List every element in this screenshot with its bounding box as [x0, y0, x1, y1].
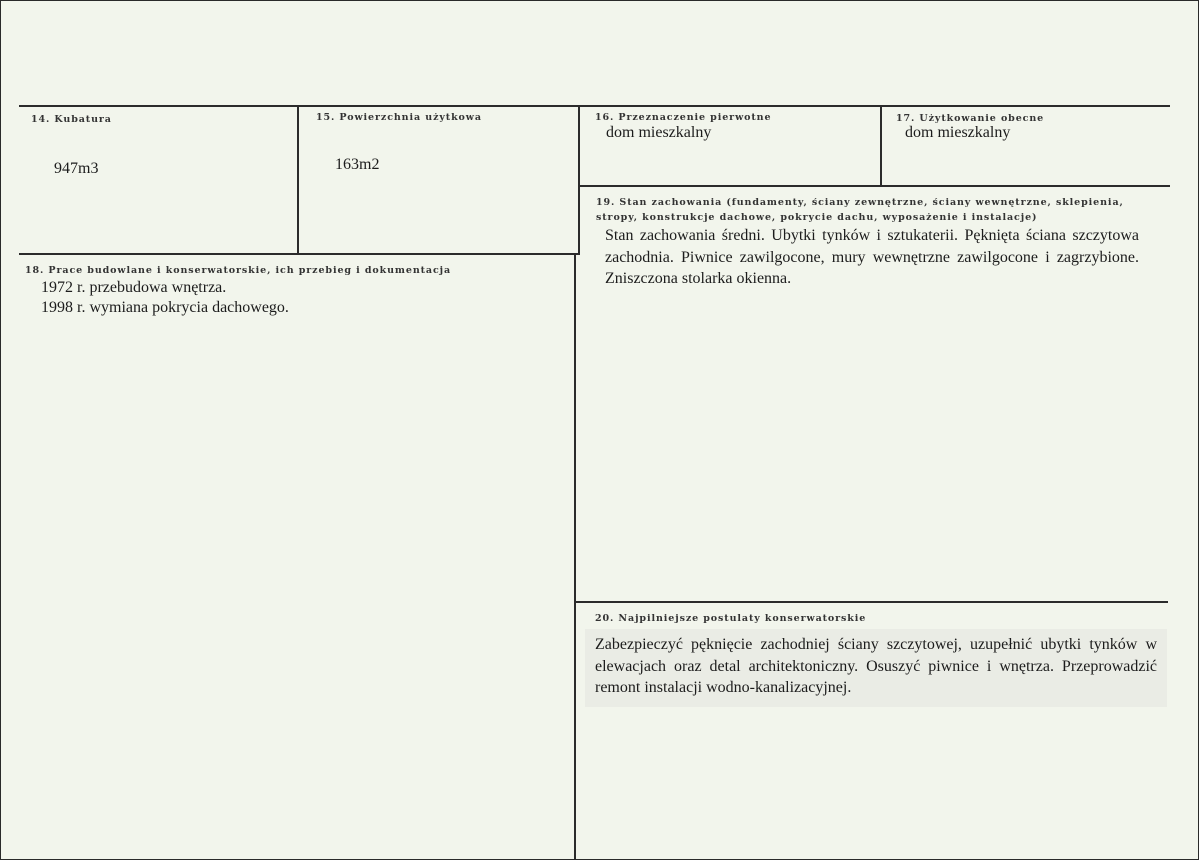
divider-left-right [578, 105, 580, 255]
prace-list [41, 278, 289, 318]
rule-above-19 [580, 185, 1170, 187]
top-rule [19, 105, 1170, 107]
przeznaczenie-value: dom mieszkalny [606, 124, 712, 141]
prace-item-1: 1972 r. przebudowa wnętrza. [41, 279, 227, 296]
rule-above-18 [19, 253, 579, 255]
powierzchnia-value: 163m2 [335, 156, 380, 173]
divider-16-17 [880, 105, 882, 185]
przeznaczenie-label: 16. Przeznaczenie pierwotne [595, 112, 772, 123]
stan-value: Stan zachowania średni. Ubytki tynków i sztukaterii. Pęknięta ściana szczytowa zachodnia. Piwnice zawilgocone, mury wewnętrzne zawilgocone i zagrzybione. Zniszczona stolarka okienna. [605, 227, 1139, 287]
postulaty-value: Zabezpieczyć pęknięcie zachodniej ściany szczytowej, uzupełnić ubytki tynków w elewacjach oraz detal architektoniczny. Osuszyć piwnice i wnętrza. Przeprowadzić remont instalacji wodno-kanalizacyjnej. [595, 636, 1157, 696]
powierzchnia-label: 15. Powierzchnia użytkowa [316, 112, 482, 123]
prace-label: 18. Prace budowlane i konserwatorskie, ich przebieg i dokumentacja [25, 265, 452, 276]
kubatura-value: 947m3 [54, 160, 99, 177]
divider-14-15 [297, 105, 299, 254]
stan-label: 19. Stan zachowania (fundamenty, ściany zewnętrzne, ściany wewnętrzne, sklepienia, stropy, konstrukcje dachowe, pokrycie dachu, wyposażenie i instalacje) [596, 197, 1124, 223]
divider-left-right-lower [574, 254, 576, 860]
uzytkowanie-label: 17. Użytkowanie obecne [896, 113, 1045, 124]
prace-item-2: 1998 r. wymiana pokrycia dachowego. [41, 299, 289, 316]
rule-above-20 [576, 601, 1168, 603]
kubatura-label: 14. Kubatura [31, 114, 112, 125]
postulaty-label: 20. Najpilniejsze postulaty konserwatorskie [595, 613, 867, 624]
uzytkowanie-value: dom mieszkalny [905, 124, 1011, 141]
